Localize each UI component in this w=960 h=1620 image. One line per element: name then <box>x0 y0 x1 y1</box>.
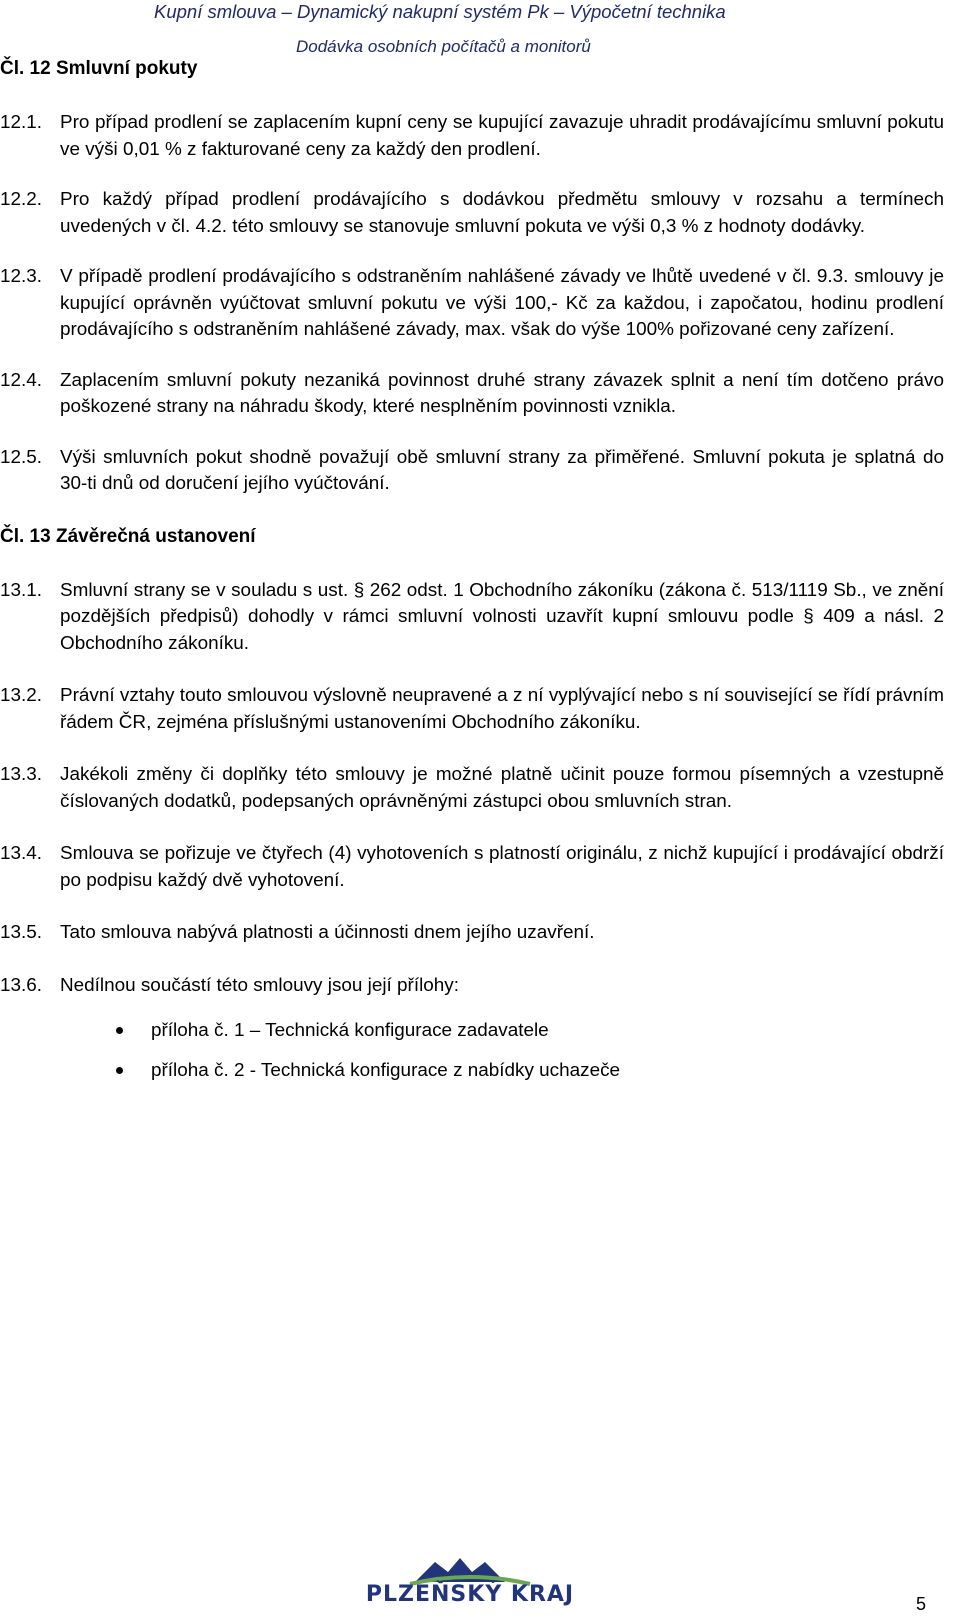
paragraph-text: Právní vztahy touto smlouvou výslovně neupravené a z ní vyplývající nebo s ní související se řídí právním řádem ČR, zejména příslušnými ustanoveními Obchodního zákoníku. <box>60 685 944 733</box>
header-document-title: Kupní smlouva – Dynamický nakupní systém Pk – Výpočetní technika <box>154 1 726 22</box>
paragraph-12-3 <box>0 264 952 344</box>
page-number: 5 <box>916 1594 927 1614</box>
paragraph-text: Výši smluvních pokut shodně považují obě smluvní strany za přiměřené. Smluvní pokuta je splatná do 30-ti dnů od doručení jejího vyúčtování. <box>60 446 944 494</box>
attachment-item <box>116 1017 952 1044</box>
paragraph-12-4 <box>0 368 952 421</box>
paragraph-13-6 <box>0 973 952 1000</box>
paragraph-number: 13.2. <box>0 685 43 706</box>
paragraph-12-2 <box>0 187 952 240</box>
article-12-title: Čl. 12 Smluvní pokuty <box>0 58 198 79</box>
paragraph-12-1 <box>0 110 952 163</box>
paragraph-number: 12.3. <box>0 266 43 287</box>
paragraph-text: Pro případ prodlení se zaplacením kupní ceny se kupující zavazuje uhradit prodávajícímu smluvní pokutu ve výši 0,01 % z fakturované ceny za každý den prodlení. <box>60 112 944 160</box>
attachments-list <box>0 1017 952 1084</box>
document-body <box>0 56 952 1097</box>
paragraph-text: Tato smlouva nabývá platnosti a účinnosti dnem jejího uzavření. <box>60 922 595 943</box>
attachment-label: příloha č. 2 - Technická konfigurace z nabídky uchazeče <box>151 1060 621 1081</box>
logo-text: PLZEŇSKÝ KRAJ <box>365 1582 575 1607</box>
paragraph-text: Smlouva se pořizuje ve čtyřech (4) vyhotoveních s platností originálu, z nichž kupující i prodávající obdrží po podpisu každý dvě vyhotovení. <box>60 843 944 891</box>
paragraph-number: 13.5. <box>0 922 43 943</box>
paragraph-12-5 <box>0 445 952 498</box>
paragraph-13-5 <box>0 920 952 947</box>
paragraph-number: 12.2. <box>0 189 43 210</box>
paragraph-13-3 <box>0 762 952 815</box>
paragraph-text: Smluvní strany se v souladu s ust. § 262 odst. 1 Obchodního zákoníku (zákona č. 513/1119 Sb., ve znění pozdějších předpisů) dohodly v rámci smluvní volnosti uzavřít kupní smlouvu podle § 409 a násl. 2 Obchodního zákoníku. <box>60 579 944 654</box>
paragraph-number: 13.6. <box>0 974 43 996</box>
paragraph-number: 12.1. <box>0 112 43 133</box>
bullet-icon <box>116 1067 123 1074</box>
paragraph-number: 12.4. <box>0 369 43 391</box>
article-13-title: Čl. 13 Závěrečná ustanovení <box>0 525 256 547</box>
paragraph-number: 13.3. <box>0 764 43 785</box>
paragraph-number: 12.5. <box>0 446 43 468</box>
paragraph-text: Jakékoli změny či doplňky této smlouvy je možné platně učinit pouze formou písemných a vzestupně číslovaných dodatků, podepsaných oprávněnými zástupci obou smluvních stran. <box>60 764 944 812</box>
paragraph-13-4 <box>0 841 952 894</box>
paragraph-13-2 <box>0 683 952 736</box>
paragraph-number: 13.4. <box>0 843 43 864</box>
bullet-icon <box>116 1027 123 1034</box>
attachment-item <box>116 1057 952 1084</box>
paragraph-number: 13.1. <box>0 579 43 601</box>
paragraph-13-1 <box>0 578 952 658</box>
header-document-subtitle: Dodávka osobních počítačů a monitorů <box>296 37 591 56</box>
plzensky-kraj-logo <box>360 1548 580 1618</box>
paragraph-text: Nedílnou součástí této smlouvy jsou její přílohy: <box>60 974 460 996</box>
paragraph-text: V případě prodlení prodávajícího s odstraněním nahlášené závady ve lhůtě uvedené v čl. 9.3. smlouvy je kupující oprávněn vyúčtovat smluvní pokutu ve výši 100,- Kč za každou, i započatou, hodinu prodlení prodávajícího s odstraněním nahlášené závady, max. však do výše 100% pořizované ceny zařízení. <box>60 266 944 340</box>
attachment-label: příloha č. 1 – Technická konfigurace zadavatele <box>151 1020 549 1041</box>
paragraph-text: Zaplacením smluvní pokuty nezaniká povinnost druhé strany závazek splnit a není tím dotčeno právo poškozené strany na náhradu škody, které nesplněním povinnosti vznikla. <box>60 369 944 417</box>
paragraph-text: Pro každý případ prodlení prodávajícího s dodávkou předmětu smlouvy v rozsahu a termínech uvedených v čl. 4.2. této smlouvy se stanovuje smluvní pokuta ve výši 0,3 % z hodnoty dodávky. <box>60 189 944 237</box>
